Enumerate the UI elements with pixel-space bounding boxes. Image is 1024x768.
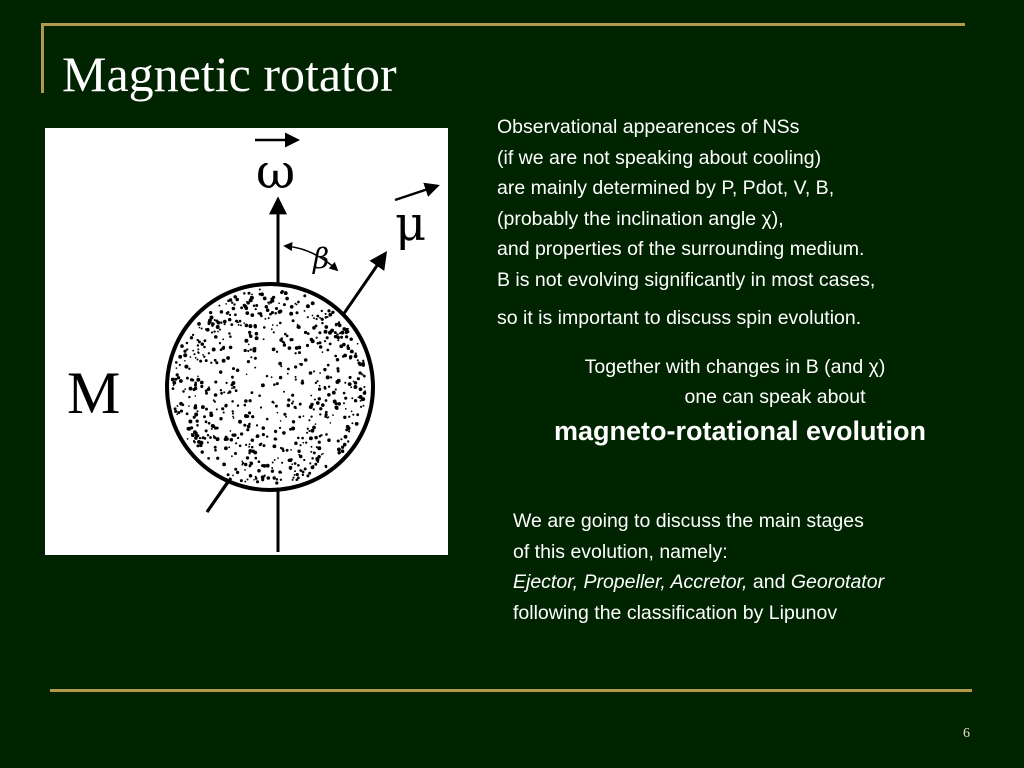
observational-text-block [497,112,1007,334]
slide-title: Magnetic rotator [62,46,397,102]
block2-line-1: We are going to discuss the main stages [513,510,864,532]
mu-label: μ [395,196,427,252]
beta-angle-arc [285,246,337,270]
stages-list: Ejector, Propeller, Accretor, [513,571,748,593]
magnetic-rotator-figure [45,128,448,555]
stage-georotator: Georotator [790,571,885,593]
block1-line-1: Observational appearences of NSs [497,116,800,138]
omega-label: ω [256,144,296,200]
highlight-term: magneto-rotational evolution [553,416,926,446]
centered-statement [490,352,990,449]
beta-label: β [313,242,330,275]
block2-line-3 [513,567,1013,598]
block1-line-6: B is not evolving significantly in most cases, [497,268,876,291]
block1-line-3: are mainly determined by P, Pdot, V, B, [497,177,835,199]
block1-line-4: (probably the inclination angle χ), [497,207,784,230]
block1-line-5: and properties of the surrounding medium. [497,238,865,260]
block1-line-7: so it is important to discuss spin evolution. [497,307,862,329]
block2-line-4: following the classification by Lipunov [513,601,838,624]
block1-line-2: (if we are not speaking about cooling) [497,146,822,169]
top-rule [41,23,965,26]
block2-line-2: of this evolution, namely: [513,540,728,563]
center-line-1: Together with changes in B (and χ) [584,356,886,378]
neutron-star-diagram [45,128,448,555]
m-label: M [67,360,121,426]
center-line-2: one can speak about [684,386,866,408]
bottom-rule [50,689,972,692]
page-number: 6 [963,726,970,741]
stages-text-block [513,506,1013,628]
left-rule [41,23,44,93]
stages-conjunction: and [747,571,791,593]
